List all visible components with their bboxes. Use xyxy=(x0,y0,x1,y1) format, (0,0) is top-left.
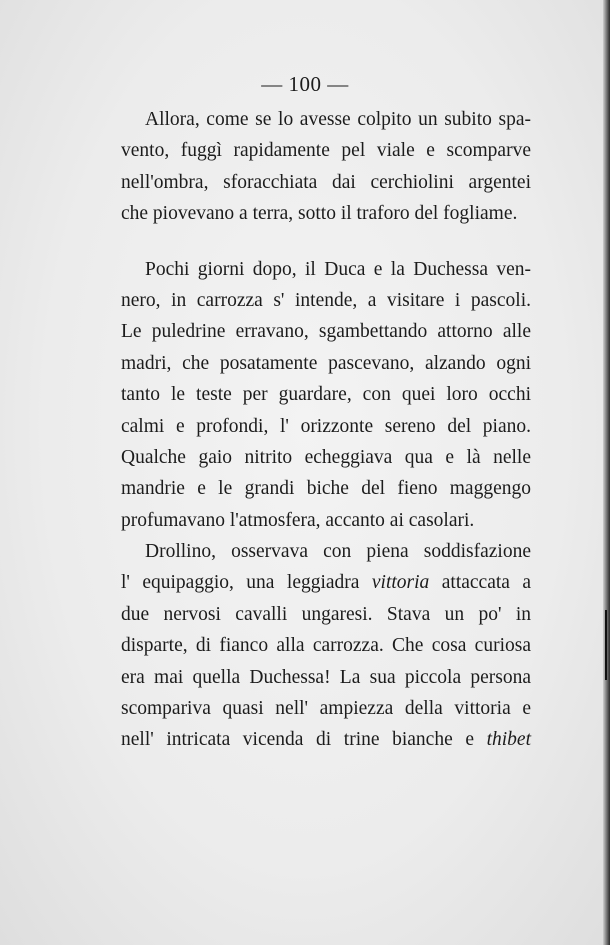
text-line: Le puledrine erravano, sgambettando attorno alle xyxy=(121,321,531,343)
paragraph-gap xyxy=(121,230,531,254)
text-line: Drollino, osservava con piena soddisfazione xyxy=(145,541,531,563)
text-segment: l' equipaggio, una leggiadra xyxy=(121,572,360,594)
text-line-with-italic xyxy=(121,724,531,755)
text-line: Allora, come se lo avesse colpito un subito spa- xyxy=(145,109,531,130)
text-line: mandrie e le grandi biche del fieno maggengo xyxy=(121,478,531,500)
text-line: che piovevano a terra, sotto il traforo del fogliame. xyxy=(121,203,518,225)
text-line: tanto le teste per guardare, con quei loro occhi xyxy=(121,384,531,406)
page-edge-shadow xyxy=(603,0,610,945)
text-line: vento, fuggì rapidamente pel viale e scomparve xyxy=(121,140,531,162)
italic-word: vittoria xyxy=(371,572,430,594)
page-edge-mark xyxy=(605,610,607,680)
page-number: — 100 — xyxy=(261,72,349,96)
text-line: Pochi giorni dopo, il Duca e la Duchessa ven- xyxy=(145,258,531,280)
text-segment: nell' intricata vicenda di trine bianche e xyxy=(121,729,474,751)
text-line: nell'ombra, sforacchiata dai cerchiolini argentei xyxy=(121,171,531,193)
text-segment: attaccata a xyxy=(429,572,532,594)
text-line: era mai quella Duchessa! La sua piccola persona xyxy=(121,666,531,688)
text-line: profumavano l'atmosfera, accanto ai casolari. xyxy=(121,509,475,531)
text-line: disparte, di fianco alla carrozza. Che cosa curiosa xyxy=(121,635,531,657)
body-text xyxy=(121,104,531,756)
text-line-with-italic xyxy=(121,567,531,598)
text-line: Qualche gaio nitrito echeggiava qua e là nelle xyxy=(121,446,531,468)
text-line: due nervosi cavalli ungaresi. Stava un po' in xyxy=(121,603,531,625)
italic-word: thibet xyxy=(486,729,531,751)
text-line: scompariva quasi nell' ampiezza della vittoria e xyxy=(121,698,531,720)
text-line: madri, che posatamente pascevano, alzando ogni xyxy=(121,352,531,374)
text-line: nero, in carrozza s' intende, a visitare i pascoli. xyxy=(121,289,531,311)
text-line: calmi e profondi, l' orizzonte sereno del piano. xyxy=(121,415,531,437)
